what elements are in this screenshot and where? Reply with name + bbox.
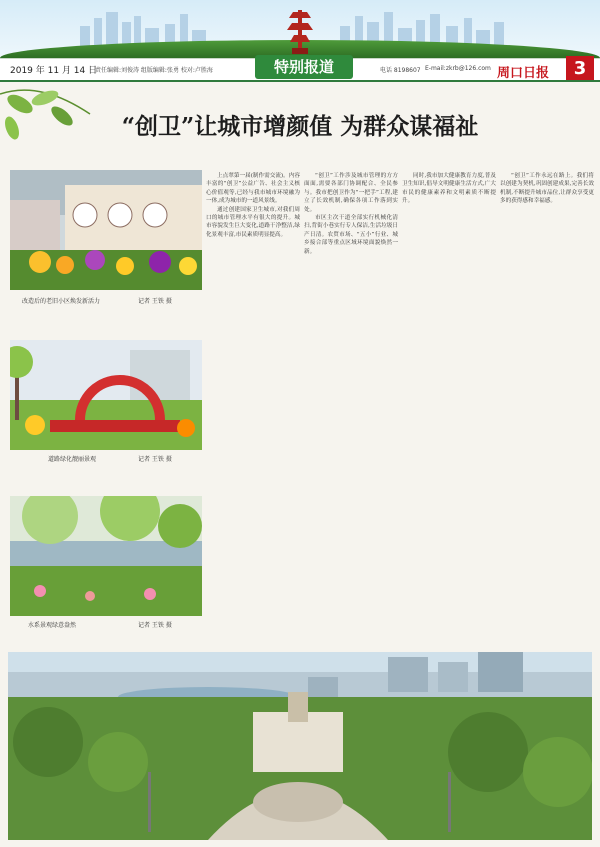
article-column-4: [500, 172, 594, 652]
photo-flower-arch: [10, 340, 202, 450]
contact-email: E-mail:zkrb@126.com: [425, 65, 491, 72]
section-title: 特别报道: [255, 55, 353, 79]
article-column-2: [304, 172, 398, 652]
photo-credit: 记者 王铁 摄: [138, 622, 172, 629]
photo-caption: 道路绿化靓丽景观: [48, 456, 97, 463]
article-column-3: [402, 172, 496, 652]
photo-caption: 水系景观绿意盎然: [28, 622, 77, 629]
photo-credit: 记者 王铁 摄: [138, 298, 172, 305]
editor-credits: 责任编辑:刘俊涛 组版编辑:张勇 校对:卢胜海: [95, 67, 213, 74]
photo-community-wall: [10, 170, 202, 290]
newspaper-logo: 周口日报: [497, 66, 550, 81]
page-number: 3: [566, 56, 594, 82]
photo-riverside-park: [10, 496, 202, 616]
publish-date: 2019 年 11 月 14 日: [10, 66, 98, 76]
photo-city-park-panorama: [8, 652, 592, 840]
article-column-1: [206, 172, 300, 652]
article-paragraph: “创卫”工作永远在路上。我们将以创建为契机,巩固创建成果,完善长效机制,不断提升城市品位,让群众享受更多的获得感和幸福感。: [500, 173, 594, 205]
photo-credit: 记者 王铁 摄: [138, 456, 172, 463]
contact-phone: 电话 8198607: [380, 67, 421, 74]
article-paragraph: 上点翠第一届(制作需交流)。内容丰富的“创卫”公益广告、社会主义核心价值观等,已经与我市城市环境融为一体,成为城市的一道风景线。: [206, 173, 300, 205]
masthead: [0, 0, 600, 82]
ancient-gate-tower-icon: [287, 4, 313, 56]
article-headline: “创卫”让城市增颜值 为群众谋福祉: [121, 113, 479, 140]
photo-caption: 改造后的老旧小区焕发新活力: [22, 298, 101, 305]
article-paragraph: 同时,我市加大健康教育力度,普及卫生知识,倡导文明健康生活方式,广大市民的健康素养和文明素质不断提升。: [402, 173, 496, 205]
article-paragraph: 通过创建国家卫生城市,对我们周口的城市管理水平有很大的提升。城市容貌发生巨大变化,道路干净整洁,绿化景观丰富,市民素质明显提高。: [206, 206, 300, 238]
article-paragraph: 市区主次干道全部实行机械化清扫,背街小巷实行专人保洁,生活垃圾日产日清。农贸市场、“五小”行业、城乡接合部等重点区域环境面貌焕然一新。: [304, 215, 398, 255]
article-paragraph: “创卫”工作涉及城市管理的方方面面,需要各部门协调配合、全民参与。我市把创卫作为“一把手”工程,建立了长效机制,确保各项工作落到实处。: [304, 173, 398, 213]
